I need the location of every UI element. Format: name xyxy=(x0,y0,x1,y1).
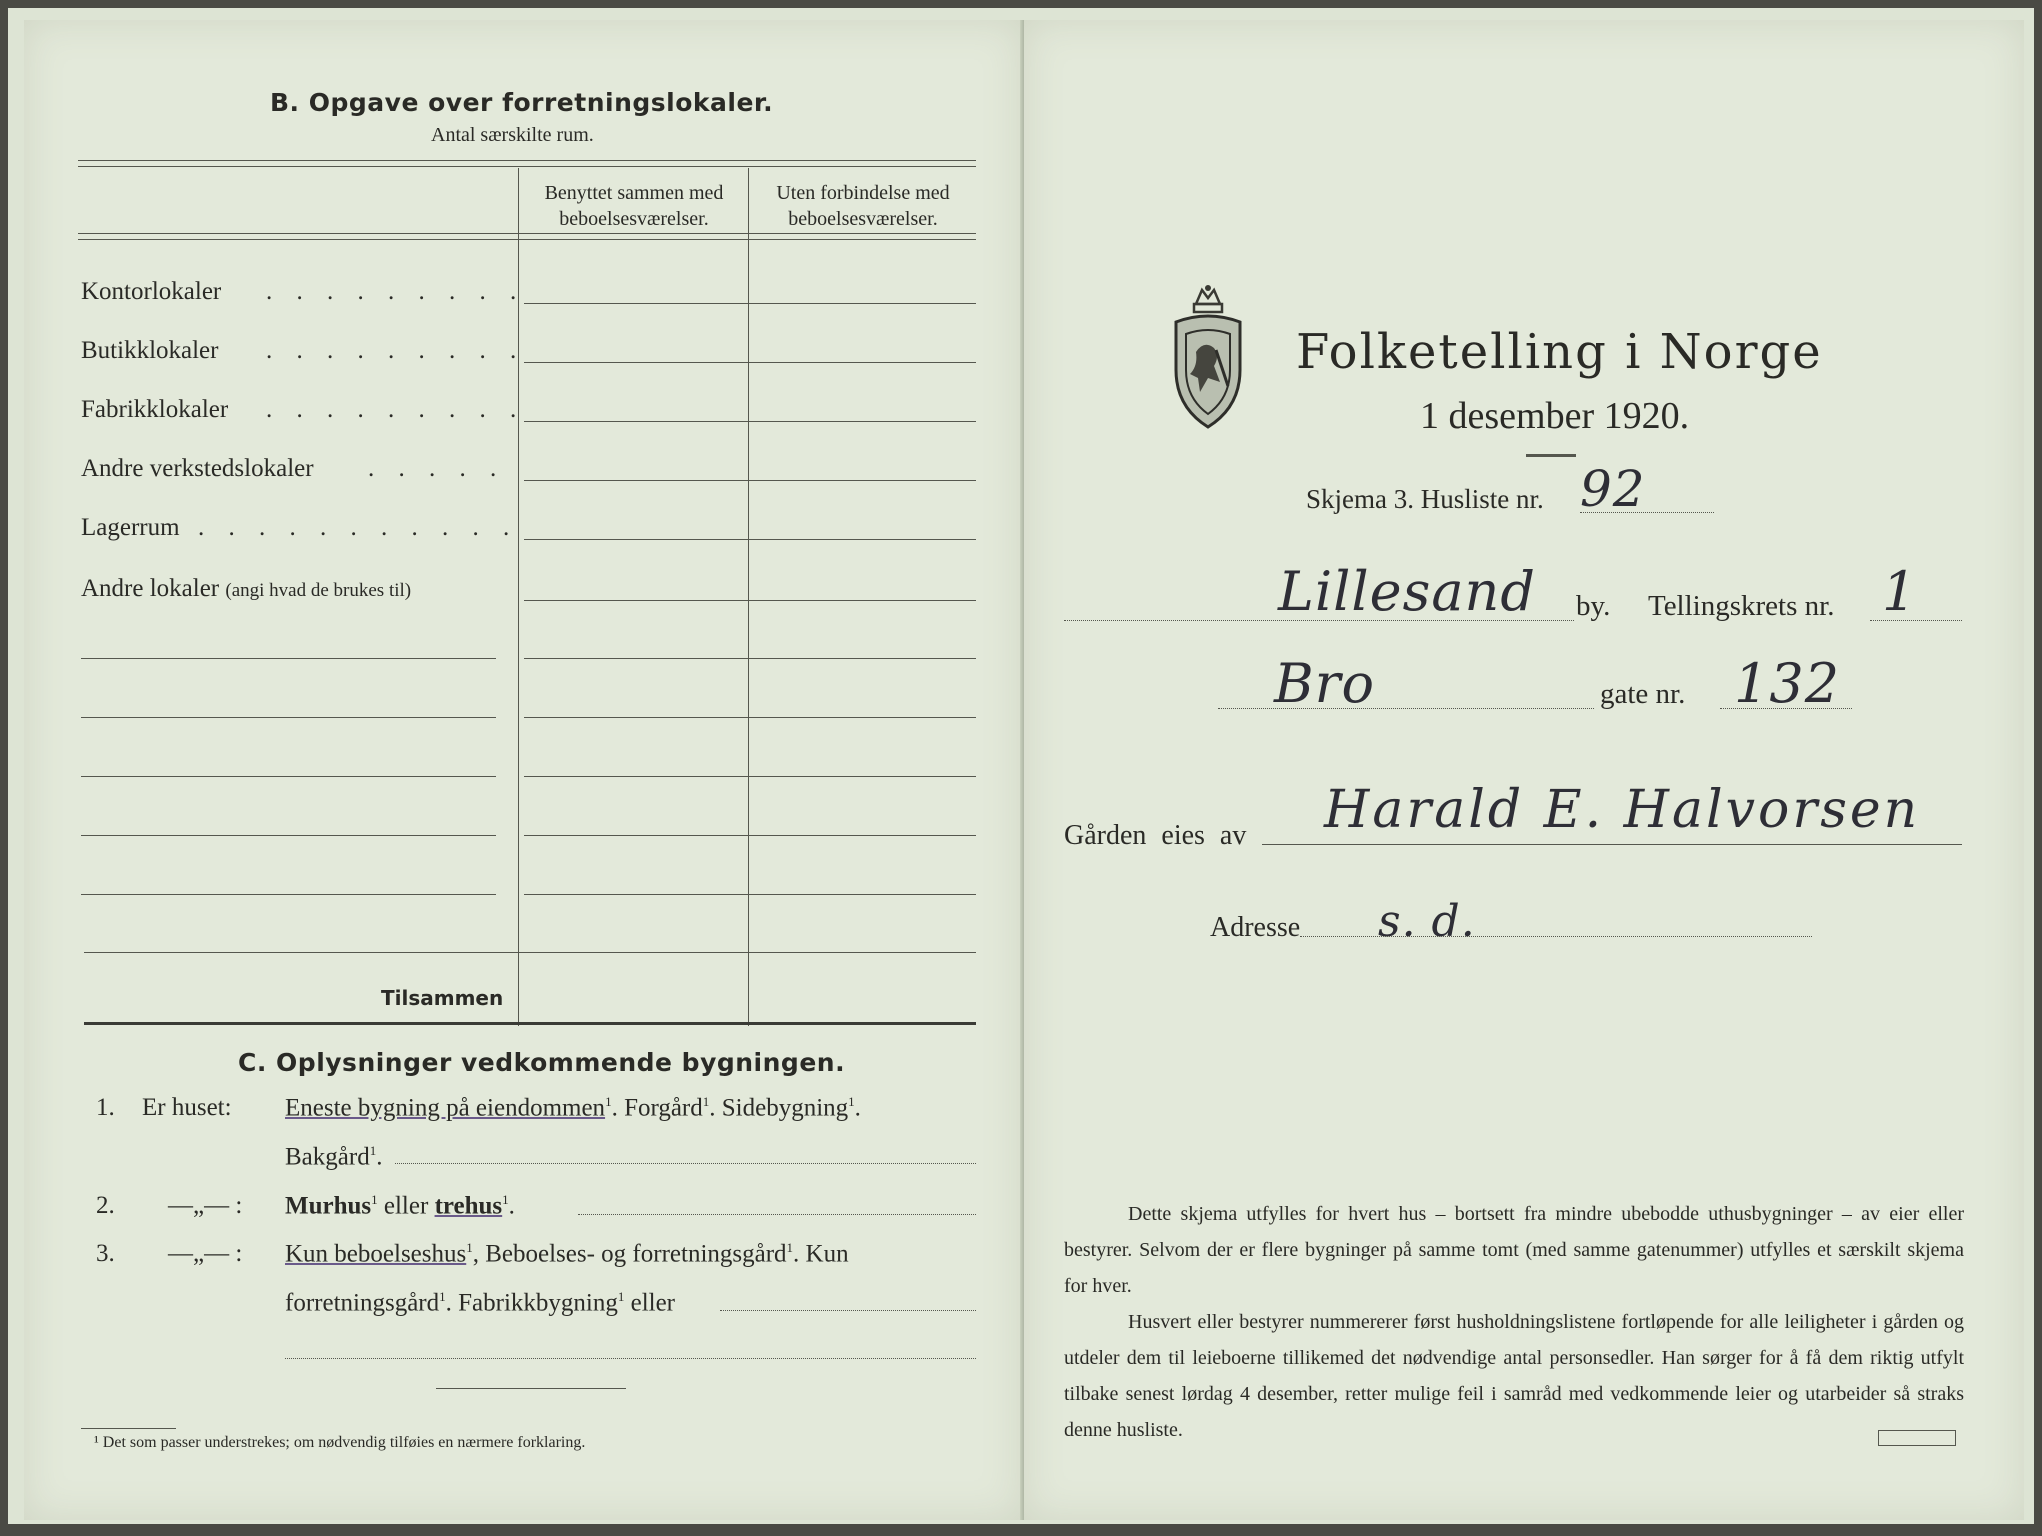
gate-label: gate nr. xyxy=(1600,678,1686,710)
form-date: 1 desember 1920. xyxy=(1420,395,1690,437)
row-line xyxy=(524,894,976,895)
fill-line xyxy=(720,1310,976,1311)
krets-label: Tellingskrets nr. xyxy=(1648,590,1835,622)
address-value[interactable]: s. d. xyxy=(1378,896,1476,947)
owner-label: Gården eies av xyxy=(1064,820,1247,851)
row-dots: . . . . . . . . . xyxy=(266,396,526,423)
instructions-paragraph-1: Dette skjema utfylles for hvert hus – bortsett fra mindre ubebodde uthusbygninger – av eier eller bestyrer. Selvom der er flere bygninger på samme tomt (med samme gatenummer) utfylles et særskilt skjema for hver. xyxy=(1064,1203,1964,1297)
fill-line xyxy=(1870,620,1962,621)
form-title: Folketelling i Norge xyxy=(1296,324,1823,380)
separator xyxy=(436,1388,626,1389)
total-bottom-line xyxy=(84,1022,976,1025)
q1-lead: Er huset: xyxy=(142,1094,232,1121)
table-header-line-2 xyxy=(78,239,976,240)
fill-line xyxy=(578,1214,976,1215)
row-line xyxy=(524,303,976,304)
row-line xyxy=(524,717,976,718)
city-suffix: by. xyxy=(1576,590,1611,622)
address-label: Adresse xyxy=(1210,912,1301,943)
row-line xyxy=(524,480,976,481)
row-line xyxy=(524,776,976,777)
krets-value[interactable]: 1 xyxy=(1882,560,1918,623)
q3-options: Kun beboelseshus$^1$, Beboelses- og forretningsgård$^1$. Kun xyxy=(285,1240,849,1268)
section-b-title: B. Opgave over forretningslokaler. xyxy=(270,88,774,117)
q2-number: 2. xyxy=(96,1192,115,1219)
table-top-line xyxy=(78,160,976,161)
row-dots: . . . . . . . . . xyxy=(266,337,526,364)
row-label-fabrikk: Fabrikklokaler xyxy=(81,396,229,423)
q2-lead: —„— : xyxy=(168,1192,243,1219)
fill-line xyxy=(1720,708,1852,709)
blank-line xyxy=(81,717,496,718)
blank-line xyxy=(81,894,496,895)
q3-options-2: forretningsgård$^1$. Fabrikkbygning$^1$ eller xyxy=(285,1289,676,1317)
total-label: Tilsammen xyxy=(381,986,504,1010)
fill-line xyxy=(1300,936,1812,937)
city-value[interactable]: Lillesand xyxy=(1278,560,1536,623)
fill-line xyxy=(1218,708,1594,709)
q1-options: Eneste bygning på eiendommen$^1$. Forgård$^1$. Sidebygning$^1$. xyxy=(285,1094,861,1122)
fill-line xyxy=(395,1163,976,1164)
table-header-line xyxy=(78,233,976,234)
street-value[interactable]: Bro xyxy=(1274,652,1376,715)
row-dots: . . . . . . . . . . . xyxy=(198,514,519,541)
section-c-title: C. Oplysninger vedkommende bygningen. xyxy=(238,1048,846,1077)
row-label-butikk: Butikklokaler xyxy=(81,337,219,364)
row-label-kontor: Kontorlokaler xyxy=(81,278,222,305)
q1-number: 1. xyxy=(96,1094,115,1121)
row-line xyxy=(524,539,976,540)
row-label-andre: Andre lokaler (angi hvad de brukes til) xyxy=(81,575,412,602)
instructions-paragraph-2: Husvert eller bestyrer nummererer først husholdningslistene fortløpende for alle leiligheter i gården og utdeler dem til leieboerne tillikemed det nødvendige antal personsedler. Han sørger for å få dem riktig utfylt tilbake senest lørdag 4 desember, retter mulige feil i samråd med vedkommende leier og utarbeider så straks denne husliste. xyxy=(1064,1311,1964,1441)
footnote: ¹ Det som passer understrekes; om nødvendig tilføies en nærmere forklaring. xyxy=(94,1434,586,1451)
schema-label: Skjema 3. Husliste nr. xyxy=(1306,484,1544,514)
q3-number: 3. xyxy=(96,1240,115,1267)
row-dots: . . . . . . . . . xyxy=(266,278,526,305)
row-label-lager: Lagerrum xyxy=(81,514,180,541)
table-col-divider-2 xyxy=(748,168,749,1026)
q2-options: Murhus$^1$ eller trehus$^1$. xyxy=(285,1192,515,1220)
owner-value[interactable]: Harald E. Halvorsen xyxy=(1324,780,1921,840)
q3-lead: —„— : xyxy=(168,1240,243,1267)
footnote-rule xyxy=(81,1428,176,1429)
owner-underline xyxy=(1262,844,1962,845)
fill-line xyxy=(1064,620,1574,621)
row-dots: . . . . . xyxy=(368,455,506,482)
gate-value[interactable]: 132 xyxy=(1734,652,1841,715)
row-line xyxy=(524,835,976,836)
row-label-verksted: Andre verkstedslokaler xyxy=(81,455,314,482)
section-b-subtitle: Antal særskilte rum. xyxy=(431,124,594,146)
fill-line xyxy=(1580,512,1714,513)
fill-line xyxy=(285,1358,976,1359)
q1-options-2: Bakgård$^1$. xyxy=(285,1143,383,1171)
title-rule xyxy=(1526,454,1576,457)
blank-line xyxy=(81,776,496,777)
total-top-line xyxy=(84,952,976,953)
row-line xyxy=(524,600,976,601)
husliste-number[interactable]: 92 xyxy=(1580,460,1646,518)
scanned-form xyxy=(8,8,2034,1524)
row-line xyxy=(524,362,976,363)
row-line xyxy=(524,658,976,659)
coat-of-arms-icon xyxy=(1168,282,1248,432)
table-top-line-2 xyxy=(78,166,976,167)
column-header-separate: Uten forbindelse med beboelsesværelser. xyxy=(776,182,950,230)
blank-line xyxy=(81,658,496,659)
row-line xyxy=(524,421,976,422)
blank-line xyxy=(81,835,496,836)
column-header-shared: Benyttet sammen med beboelsesværelser. xyxy=(544,182,724,230)
printer-stamp xyxy=(1878,1430,1956,1446)
